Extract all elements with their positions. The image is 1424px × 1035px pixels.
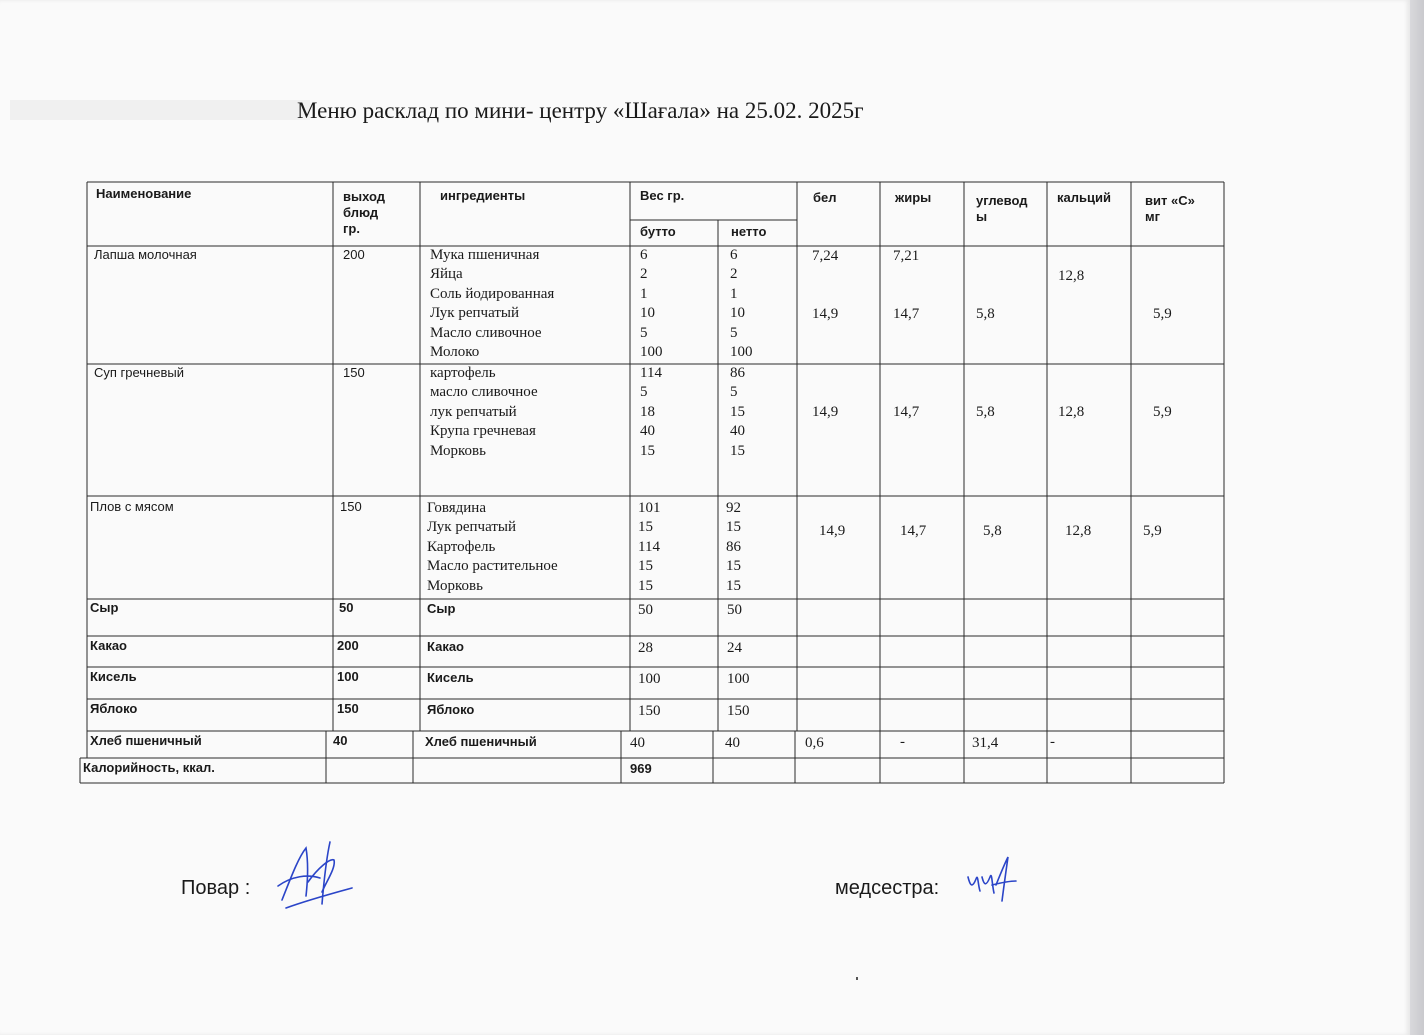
- brutto-value: 150: [638, 703, 661, 719]
- netto-value: 92: [726, 500, 741, 516]
- calories-value: 969: [630, 761, 652, 776]
- dish-output: 100: [337, 669, 359, 684]
- scan-speck: [856, 977, 858, 980]
- netto-value: 15: [726, 577, 741, 594]
- brutto-value: 10: [640, 305, 655, 322]
- header-calcium: кальций: [1057, 190, 1111, 205]
- ingredient: Молоко: [430, 344, 480, 361]
- netto-value: 40: [730, 423, 745, 440]
- ingredient: Яблоко: [427, 702, 475, 717]
- calories-label: Калорийность, ккал.: [83, 760, 215, 775]
- netto-value: 6: [730, 247, 738, 263]
- dish-name: Хлеб пшеничный: [90, 733, 202, 748]
- carbs-value: 5,8: [983, 523, 1002, 539]
- protein-value: 14,9: [812, 404, 839, 420]
- dish-name: Яблоко: [90, 701, 138, 716]
- netto-value: 24: [727, 640, 742, 656]
- brutto-value: 101: [638, 500, 661, 516]
- brutto-list: [638, 499, 661, 596]
- header-ingredients: ингредиенты: [440, 188, 526, 203]
- header-name: Наименование: [96, 186, 192, 201]
- ingredient: Говядина: [427, 500, 486, 516]
- vitc-value: 5,9: [1153, 404, 1172, 420]
- dish-name: Кисель: [90, 669, 137, 684]
- netto-value: 100: [727, 671, 750, 687]
- carbs-value: 5,8: [976, 306, 995, 322]
- carbs-value: 31,4: [972, 735, 999, 751]
- netto-value: 150: [727, 703, 750, 719]
- cook-label: Повар :: [181, 877, 251, 899]
- fat-value: 14,7: [893, 306, 920, 322]
- netto-value: 86: [730, 365, 745, 381]
- nurse-signature: [962, 855, 1022, 907]
- ingredient: Хлеб пшеничный: [425, 734, 537, 749]
- brutto-value: 5: [640, 384, 648, 401]
- brutto-value: 18: [640, 403, 655, 420]
- vitc-value: 5,9: [1153, 306, 1172, 322]
- dish-output: 150: [340, 499, 362, 514]
- brutto-value: 5: [640, 324, 648, 341]
- header-protein: бел: [813, 190, 837, 205]
- brutto-value: 100: [638, 671, 661, 687]
- ingredient: Кисель: [427, 670, 474, 685]
- ingredient: Морковь: [430, 442, 486, 459]
- ingredient: Яйца: [430, 266, 463, 283]
- netto-value: 10: [730, 305, 745, 322]
- ingredient: Какао: [427, 639, 465, 654]
- brutto-value: 6: [640, 247, 648, 263]
- dish-name: Плов с мясом: [90, 499, 174, 514]
- brutto-value: 15: [638, 558, 653, 575]
- brutto-value: 15: [638, 577, 653, 594]
- brutto-value: 100: [640, 344, 663, 361]
- dish-name: Сыр: [90, 600, 119, 615]
- ingredient-list: [427, 499, 558, 596]
- header-carbs-2: ы: [976, 209, 988, 224]
- protein-value: 7,24: [812, 248, 839, 264]
- cook-signature: [268, 838, 358, 914]
- document-title: Меню расклад по мини- центру «Шағала» на 25.02. 2025г: [297, 98, 864, 123]
- header-output-2: блюд: [343, 205, 379, 220]
- fat-value: 7,21: [893, 248, 920, 264]
- ingredient: Масло сливочное: [430, 324, 542, 341]
- nurse-label: медсестра:: [835, 877, 940, 899]
- header-netto: нетто: [731, 224, 767, 239]
- header-weight: Вес гр.: [640, 188, 685, 203]
- netto-value: 15: [726, 558, 741, 575]
- netto-value: 5: [730, 324, 738, 341]
- netto-value: 5: [730, 384, 738, 401]
- ingredient: масло сливочное: [430, 384, 538, 401]
- ingredient: Мука пшеничная: [430, 247, 540, 263]
- brutto-list: [640, 246, 663, 362]
- brutto-value: 1: [640, 285, 648, 302]
- netto-value: 15: [726, 519, 741, 536]
- fat-value: 14,7: [900, 523, 927, 539]
- netto-value: 1: [730, 285, 738, 302]
- header-vitc-1: вит «С»: [1145, 193, 1195, 208]
- calcium-value: 12,8: [1058, 268, 1085, 284]
- header-output-3: гр.: [343, 221, 360, 236]
- dish-output: 40: [333, 733, 348, 748]
- dish-output: 200: [337, 638, 359, 653]
- dish-name: Суп гречневый: [94, 365, 185, 380]
- ingredient-list: [430, 364, 538, 461]
- brutto-value: 28: [638, 640, 653, 656]
- brutto-value: 114: [638, 538, 660, 555]
- dish-name: Лапша молочная: [94, 247, 197, 262]
- netto-value: 2: [730, 266, 738, 283]
- brutto-value: 15: [638, 519, 653, 536]
- header-fat: жиры: [895, 190, 932, 205]
- fat-value: -: [900, 734, 905, 750]
- ingredient: Соль йодированная: [430, 285, 555, 302]
- netto-value: 40: [725, 735, 740, 751]
- netto-value: 100: [730, 344, 753, 361]
- protein-value: 0,6: [805, 735, 824, 751]
- netto-value: 86: [726, 538, 741, 555]
- brutto-value: 15: [640, 442, 655, 459]
- ingredient: Лук репчатый: [430, 305, 519, 322]
- header-brutto: бутто: [640, 224, 676, 239]
- header-carbs-1: углевод: [976, 193, 1028, 208]
- fat-value: 14,7: [893, 404, 920, 420]
- brutto-list: [640, 364, 662, 461]
- brutto-value: 50: [638, 602, 653, 618]
- ingredient: Морковь: [427, 577, 483, 594]
- netto-value: 15: [730, 403, 745, 420]
- ingredient: Картофель: [427, 538, 496, 555]
- calcium-value: 12,8: [1058, 404, 1085, 420]
- dish-name: Какао: [90, 638, 128, 653]
- netto-list: [730, 246, 753, 362]
- dish-output: 150: [343, 365, 365, 380]
- calcium-value: -: [1050, 734, 1055, 750]
- netto-value: 50: [727, 602, 742, 618]
- ingredient: лук репчатый: [430, 403, 517, 420]
- brutto-value: 2: [640, 266, 648, 283]
- brutto-value: 40: [630, 735, 645, 751]
- dish-output: 50: [339, 600, 354, 615]
- brutto-value: 40: [640, 423, 655, 440]
- ingredient-list: [430, 246, 554, 362]
- ingredient: Крупа гречневая: [430, 423, 536, 440]
- dish-output: 200: [343, 247, 365, 262]
- header-output-1: выход: [343, 189, 386, 204]
- netto-list: [726, 499, 741, 596]
- protein-value: 14,9: [819, 523, 846, 539]
- calcium-value: 12,8: [1065, 523, 1092, 539]
- netto-value: 15: [730, 442, 745, 459]
- carbs-value: 5,8: [976, 404, 995, 420]
- ingredient: Сыр: [427, 601, 456, 616]
- ingredient: картофель: [430, 365, 496, 381]
- protein-value: 14,9: [812, 306, 839, 322]
- vitc-value: 5,9: [1143, 523, 1162, 539]
- netto-list: [730, 364, 745, 461]
- ingredient: Масло растительное: [427, 558, 558, 575]
- dish-output: 150: [337, 701, 359, 716]
- ingredient: Лук репчатый: [427, 519, 516, 536]
- brutto-value: 114: [640, 365, 662, 381]
- header-vitc-2: мг: [1145, 209, 1161, 224]
